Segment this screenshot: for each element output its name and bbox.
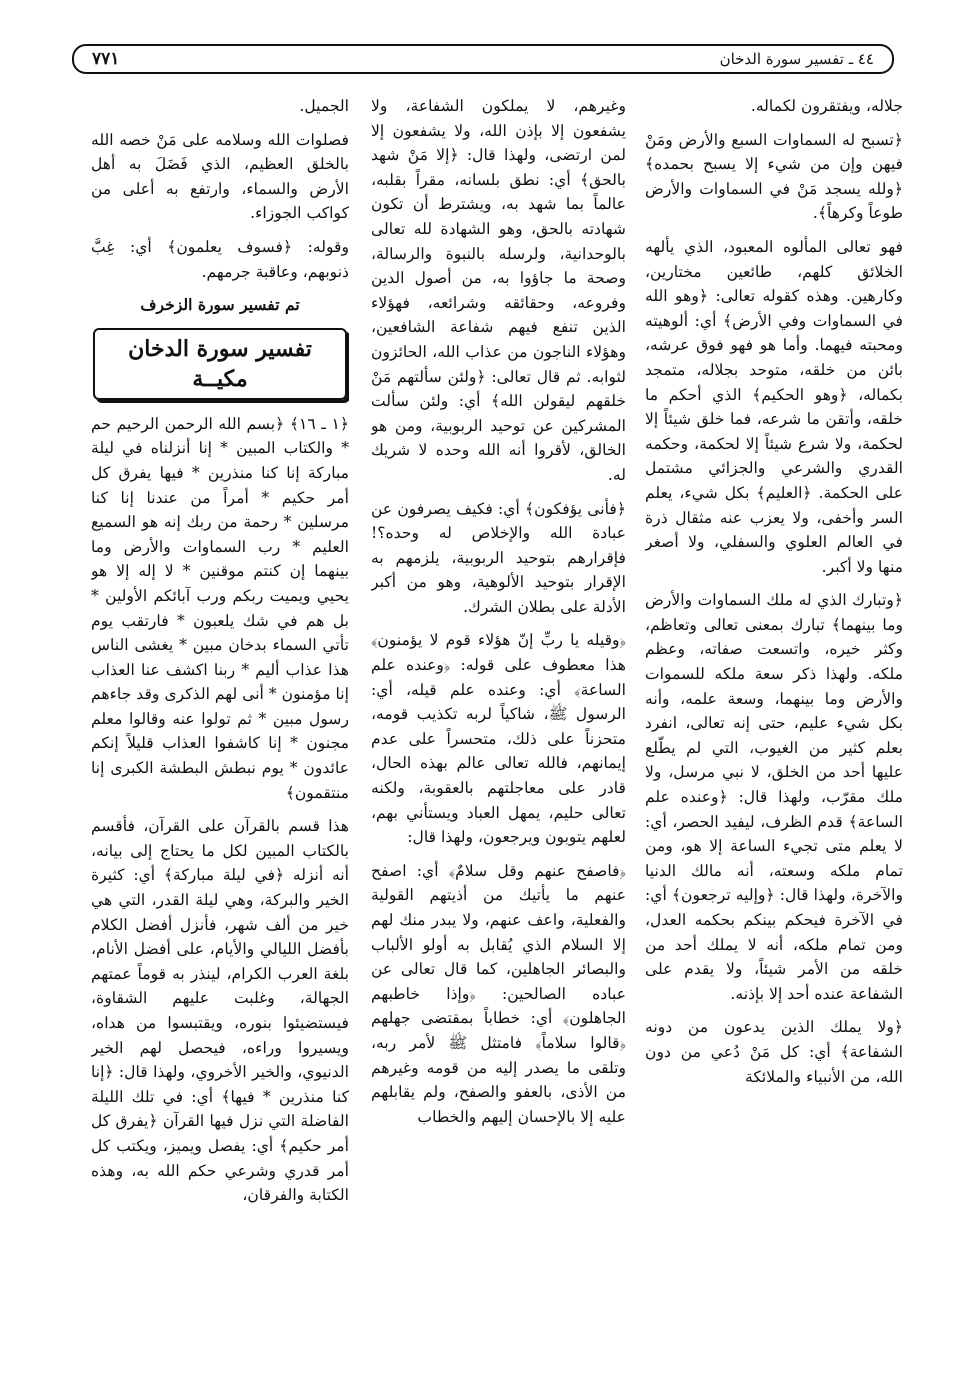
paragraph: ﴿١ ـ ١٦﴾ ﴿بسم الله الرحمن الرحيم حم * والكتاب المبين * إنا أنزلناه في ليلة مباركة إنا كنا منذرين * فيها يفرق كل أمر حكيم * أمراً من عندنا إنا كنا مرسلين * رحمة من ربك إنه هو السميع العليم * رب السماوات والأرض وما بينهما إن كنتم موقنين * لا إله إلا هو يحيي ويميت ربكم ورب آبائكم الأولين * بل هم في شك يلعبون * فارتقب يوم تأتي السماء بدخان مبين * يغشى الناس هذا عذاب أليم * ربنا اكشف عنا العذاب إنا مؤمنون * أنى لهم الذكرى وقد جاءهم رسول مبين * ثم تولوا عنه وقالوا معلم مجنون * إنا كاشفوا العذاب قليلاً إنكم عائدون * يوم نبطش البطشة الكبرى إنا منتقمون﴾: [91, 414, 349, 802]
page-number: ٧٧١: [92, 49, 120, 69]
paragraph: فصلوات الله وسلامه على مَنْ خصه الله بالخلق العظيم، الذي فَضَلَ به أهل الأرض والسماء، وارتفع به أعلى من كواكب الجوزاء.: [91, 130, 349, 223]
surah-title: تفسير سورة الدخان: [128, 335, 312, 362]
text-column-right: [645, 94, 903, 1364]
surah-revelation-type: مكيــة: [192, 365, 248, 392]
text-column-left: [91, 94, 349, 1364]
paragraph: ﴿فاصفح عنهم وقل سلامٌ﴾ أي: اصفح عنهم ما يأتيك من أذيتهم القولية والفعلية، واعف عنهم، ولا يبدر منك لهم إلا السلام الذي يُقابل به أولو الألباب والبصائر الجاهلين، كما قال تعالى عن عباده الصالحين: ﴿وإذا خاطبهم الجاهلون﴾ أي: خطاباً بمقتضى جهلهم ﴿قالوا سلاماً﴾ فامتثل ﷺ لأمر ربه، وتلقى ما يصدر إليه من قومه وغيرهم من الأذى، بالعفو والصفح، ولم يقابلهم عليه إلا بالإحسان إليهم والخطاب: [371, 861, 626, 1126]
paragraph: وقوله: ﴿فسوف يعلمون﴾ أي: غِبَّ ذنوبهم، وعاقبة جرمهم.: [91, 237, 349, 281]
running-header: [72, 44, 894, 74]
paragraph: جلاله، ويفتقرون لكماله.: [750, 97, 903, 115]
paragraph: فهو تعالى المألوه المعبود، الذي يألهه الخلائق كلهم، طائعين مختارين، وكارهين. وهذه كقوله تعالى: ﴿وهو الله في السماوات وفي الأرض﴾ أي: ألوهيته ومحبته فيهما. وأما هو فهو فوق عرشه، بائن من خلقه، متوحد بجلاله، متمجد بكماله، ﴿وهو الحكيم﴾ الذي أحكم ما خلقه، وأتقن ما شرعه، فما خلق شيئاً إلا لحكمة، ولا شرع شيئاً إلا لحكمة، وحكمه القدري والشرعي والجزائي مشتمل على الحكمة. ﴿العليم﴾ بكل شيء، يعلم السر وأخفى، ولا يعزب عنه مثقال ذرة في العالم العلوي والسفلي، ولا أصغر منها ولا أكبر.: [645, 237, 903, 576]
paragraph: ﴿فأنى يؤفكون﴾ أي: فكيف يصرفون عن عبادة الله والإخلاص له وحده؟! فإقرارهم بتوحيد الربوبية، يلزمهم به الإقرار بتوحيد الألوهية، وهو من أكبر الأدلة على بطلان الشرك.: [371, 499, 626, 616]
text-column-middle: [371, 94, 626, 1364]
surah-title-box: [93, 328, 347, 400]
paragraph: ﴿وتبارك الذي له ملك السماوات والأرض وما بينهما﴾ تبارك بمعنى تعالى وتعاظم، وكثر خيره، واتسعت صفاته، وعظم ملكه. ولهذا ذكر سعة ملكه للسموات والأرض وما بينهما، وسعة علمه، وأنه بكل شيء عليم، حتى إنه تعالى، انفرد بعلم كثير من الغيوب، التي لم يطّلع عليها أحد من الخلق، لا نبي مرسل، ولا ملك مقرّب، ولهذا قال: ﴿وعنده علم الساعة﴾ قدم الظرف، ليفيد الحصر، أي: لا يعلم متى تجيء الساعة إلا هو، ومن تمام ملكه وسعته، أنه مالك الدنيا والآخرة، ولهذا قال: ﴿وإليه ترجعون﴾ أي: في الآخرة فيحكم بينكم بحكمه العدل، ومن تمام ملكه، أنه لا يملك أحد من خلقه من الأمر شيئاً، ولا يقدم على الشفاعة عنده أحد إلا بإذنه.: [645, 591, 903, 1003]
paragraph: هذا قسم بالقرآن على القرآن، فأقسم بالكتاب المبين لكل ما يحتاج إلى بيانه، أنه أنزله ﴿في ليلة مباركة﴾ أي: كثيرة الخير والبركة، وهي ليلة القدر، التي هي خير من ألف شهر، فأنزل أفضل الكلام بأفضل الليالي والأيام، على أفضل الأنام، بلغة العرب الكرام، لينذر به قوماً عمتهم الجهالة، وغلبت عليهم الشقاوة، فيستضيئوا بنوره، ويقتبسوا من هداه، ويسيروا وراءه، فيحصل لهم الخير الدنيوي، والخير الأخروي، ولهذا قال: ﴿إنا كنا منذرين * فيها﴾ أي: في تلك الليلة الفاضلة التي نزل فيها القرآن ﴿يفرق كل أمر حكيم﴾ أي: يفصل ويميز، ويكتب كل أمر قدري وشرعي حكم الله به، وهذه الكتابة والفرقان،: [91, 817, 349, 1205]
paragraph: الجميل.: [299, 97, 349, 115]
paragraph: وغيرهم، لا يملكون الشفاعة، ولا يشفعون إلا بإذن الله، ولا يشفعون إلا لمن ارتضى، ولهذا قال: ﴿إلا مَنْ شهد بالحق﴾ أي: نطق بلسانه، مقراً بقلبه، عالماً بما شهد به، ويشترط أن تكون شهادته بالحق، وهو الشهادة لله تعالى بالوحدانية، ولرسله بالنبوة والرسالة، وصحة ما جاؤوا به، من أصول الدين وفروعه، وحقائقه وشرائعه، فهؤلاء الذين تنفع فيهم شفاعة الشافعين، وهؤلاء الناجون من عذاب الله، الحائزون لثوابه. ثم قال تعالى: ﴿ولئن سألتهم مَنْ خلقهم ليقولن الله﴾ أي: ولئن سألت المشركين عن توحيد الربوبية، ومن هو الخالق، لأقروا أنه الله وحده لا شريك له.: [371, 97, 626, 484]
paragraph: ﴿تسبح له السماوات السبع والأرض ومَنْ فيهن وإن من شيء إلا يسبح بحمده﴾ ﴿ولله يسجد مَنْ في السماوات والأرض طوعاً وكرهاً﴾.: [645, 130, 903, 223]
end-of-surah-note: تم تفسير سورة الزخرف: [140, 295, 300, 315]
paragraph: ﴿وقيله يا ربِّ إنّ هؤلاء قوم لا يؤمنون﴾ هذا معطوف على قوله: ﴿وعنده علم الساعة﴾ أي: وعنده علم قيله، أي: الرسول ﷺ، شاكياً لربه تكذيب قومه، متحزناً على ذلك، متحسراً على عدم إيمانهم، فالله تعالى عالم بهذه الحال، قادر على معاجلتهم بالعقوبة، ولكنه تعالى حليم، يمهل العباد ويستأني بهم، لعلهم يتوبون ويرجعون، ولهذا قال:: [371, 631, 626, 847]
running-title: ٤٤ ـ تفسير سورة الدخان: [719, 50, 874, 68]
paragraph: ﴿ولا يملك الذين يدعون من دونه الشفاعة﴾ أي: كل مَنْ دُعي من دون الله، من الأنبياء والملائكة: [645, 1018, 903, 1086]
